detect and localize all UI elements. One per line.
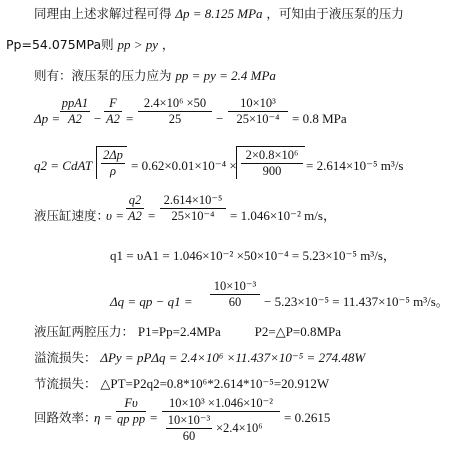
dq-result: − 5.23×10⁻⁵ = 11.437×10⁻⁵ m³/s。 — [264, 294, 449, 309]
velocity-equals: = — [148, 208, 156, 223]
q2-result: = 2.614×10⁻⁵ m³/s — [306, 158, 404, 173]
overflow-loss-label: 溢流损失： — [34, 350, 97, 365]
dp-equals-1: = — [126, 111, 134, 126]
pump-pressure-text: Pp=54.075MPa则 — [6, 37, 114, 52]
dp-minus-2: − — [216, 111, 224, 126]
overflow-loss-line — [34, 350, 365, 366]
q2-sqrt-fraction — [101, 148, 125, 179]
efficiency-equals: = — [150, 410, 158, 425]
dp-fraction-1-den: A2 — [60, 111, 90, 127]
dp-fraction-4-den: 25×10⁻⁴ — [228, 111, 288, 127]
intro-text-a: 同理由上述求解过程可得 — [34, 6, 172, 21]
pump-pressure-tail: ， — [161, 37, 175, 52]
dp-fraction-1 — [60, 96, 90, 127]
chamber-pressure-label: 液压缸两腔压力： — [34, 324, 135, 339]
velocity-fraction-1-den: A2 — [126, 208, 144, 224]
chamber-pressure-line — [34, 324, 341, 340]
dq-fraction-den: 60 — [210, 294, 260, 310]
dp-fraction-3-num: 2.4×10⁶ ×50 — [143, 96, 207, 110]
dp-minus-1: − — [94, 111, 102, 126]
efficiency-fraction-2-num: 10×10³ ×1.046×10⁻² — [169, 396, 273, 410]
q2-sqrt-den: ρ — [101, 163, 125, 179]
pump-pressure-result-formula: pp = py = 2.4 MPa — [175, 68, 276, 83]
efficiency-label: 回路效率： — [34, 410, 97, 425]
intro-line — [34, 6, 404, 22]
efficiency-fraction-1 — [116, 396, 146, 427]
pump-pressure-line — [6, 37, 174, 53]
efficiency-inner-den: 60 — [166, 428, 212, 444]
dp-fraction-3-den: 25 — [138, 111, 212, 127]
velocity-fraction-1-num: q2 — [128, 193, 142, 207]
velocity-result: = 1.046×10⁻² m/s， — [230, 208, 336, 223]
dp-equation-lhs: Δp = — [34, 111, 61, 126]
q2-sqrt — [96, 146, 127, 179]
efficiency-fraction-2-den — [162, 411, 280, 444]
dq-equation-lhs: Δq = qp − q1 = — [110, 294, 193, 309]
dq-fraction — [210, 279, 260, 310]
dp-fraction-2 — [104, 96, 122, 127]
efficiency-result: = 0.2615 — [284, 410, 331, 425]
throttle-loss-label: 节流损失： — [34, 376, 97, 391]
q2-sqrt-2-den: 900 — [241, 163, 303, 179]
velocity-fraction-2 — [160, 193, 226, 224]
q2-sqrt-2-num: 2×0.8×10⁶ — [245, 148, 299, 162]
q1-equation: q1 = υA1 = 1.046×10⁻² ×50×10⁻⁴ = 5.23×10⁻⁵ m³/s， — [110, 248, 396, 263]
efficiency-inner-num: 10×10⁻³ — [167, 413, 211, 427]
q2-middle: = 0.62×0.01×10⁻⁴ × — [131, 158, 237, 173]
dp-fraction-2-den: A2 — [104, 111, 122, 127]
dp-fraction-4 — [228, 96, 288, 127]
efficiency-den-tail: ×2.4×10⁶ — [216, 421, 263, 435]
dq-fraction-num: 10×10⁻³ — [213, 279, 257, 293]
q2-sqrt-2-fraction — [241, 148, 303, 179]
q2-sqrt-2 — [236, 146, 305, 179]
velocity-fraction-1 — [126, 193, 144, 224]
throttle-loss-line — [34, 376, 329, 392]
efficiency-fraction-2 — [162, 396, 280, 444]
pump-pressure-compare: pp > py — [117, 37, 158, 52]
intro-text-b: ，可知由于液压泵的压力 — [266, 6, 404, 21]
chamber-pressure-p1: P1=Pp=2.4MPa — [137, 324, 221, 339]
efficiency-lhs: η = — [94, 410, 113, 425]
chamber-pressure-p2: P2=△P=0.8MPa — [254, 324, 342, 339]
dp-fraction-2-num: F — [109, 96, 117, 110]
overflow-loss-formula: ΔPy = pPΔq = 2.4×10⁶ ×11.437×10⁻⁵ = 274.48W — [100, 350, 366, 365]
pump-pressure-result-line — [34, 68, 276, 84]
efficiency-fraction-1-den: qp pp — [116, 412, 146, 426]
intro-formula: Δp = 8.125 MPa — [175, 6, 263, 21]
q2-sqrt-num: 2Δp — [103, 148, 123, 162]
velocity-lhs: υ = — [106, 208, 124, 223]
q2-equation-lhs: q2 = CdAT — [34, 158, 93, 173]
pump-pressure-result-label: 则有：液压泵的压力应为 — [34, 68, 172, 83]
dp-fraction-4-num: 10×10³ — [240, 96, 276, 110]
efficiency-inner-fraction — [166, 413, 212, 444]
dp-result: = 0.8 MPa — [292, 111, 347, 126]
dp-fraction-1-num: ppA1 — [61, 96, 89, 110]
velocity-fraction-2-num: 2.614×10⁻⁵ — [163, 193, 223, 207]
throttle-loss-formula: △PT=P2q2=0.8*10⁶*2.614*10⁻⁵=20.912W — [100, 376, 330, 391]
dp-fraction-3 — [138, 96, 212, 127]
velocity-fraction-2-den: 25×10⁻⁴ — [160, 208, 226, 224]
efficiency-fraction-1-num: Fυ — [124, 396, 138, 410]
velocity-label: 液压缸速度： — [34, 208, 110, 223]
